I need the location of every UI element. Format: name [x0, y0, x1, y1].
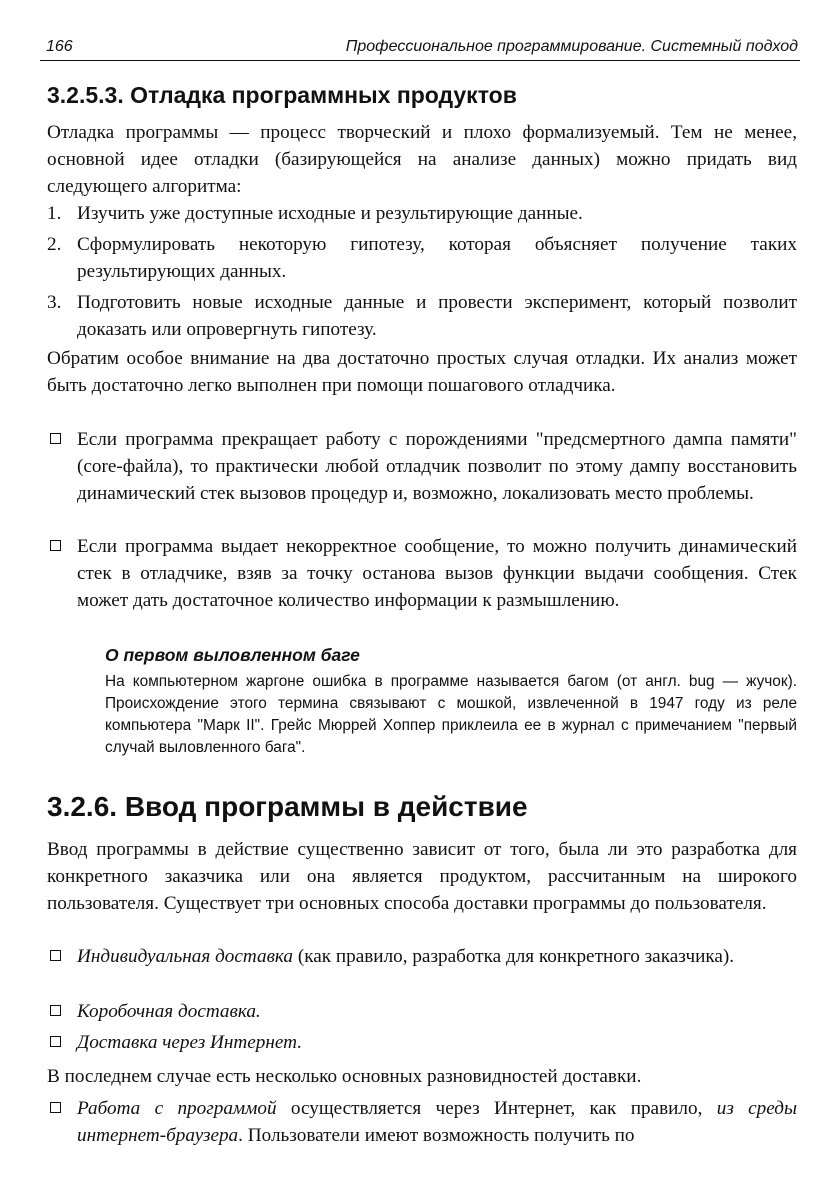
debugging-step-item: [47, 289, 797, 343]
debugging-case-item: [47, 426, 797, 507]
variant-term: Работа с программой: [77, 1098, 277, 1119]
section-heading-deployment: 3.2.6. Ввод программы в действие: [47, 791, 528, 822]
checkbox-bullet-icon: [50, 540, 61, 551]
checkbox-bullet-icon: [50, 1036, 61, 1047]
debugging-step-item: [47, 231, 797, 285]
step-text: Подготовить новые исходные данные и провести эксперимент, который позволит доказать или опровергнуть гипотезу.: [77, 292, 797, 340]
delivery-term: Доставка через Интернет.: [77, 1032, 303, 1053]
delivery-description: (как правило, разработка для конкретного заказчика).: [293, 946, 735, 967]
case-text: Если программа выдает некорректное сообщение, то можно получить динамический стек в отладчике, взяв за точку останова вызов функции выдачи сообщения. Стек может дать достаточное количество информации к размышлению.: [77, 536, 797, 611]
checkbox-bullet-icon: [50, 950, 61, 961]
variant-term: из среды интернет-браузера: [77, 1098, 797, 1146]
case-text: Если программа прекращает работу с порождениями "предсмертного дампа памяти" (core-файла), то практически любой отладчик позволит по этому дампу восстановить динамический стек вызовов процедур и, возможно, локализовать место проблемы.: [77, 429, 797, 504]
variant-text: осуществляется через Интернет, как правило,: [276, 1098, 717, 1119]
delivery-method-item: [47, 998, 797, 1025]
step-number: 3.: [47, 292, 62, 313]
variants-intro: В последнем случае есть несколько основных разновидностей доставки.: [47, 1066, 642, 1087]
debugging-intro-paragraph: Отладка программы — процесс творческий и плохо формализуемый. Тем не менее, основной идее отладки (базирующейся на анализе данных) можно придать вид следующего алгоритма:: [47, 122, 797, 197]
delivery-method-item: [47, 943, 797, 970]
deployment-intro-paragraph: Ввод программы в действие существенно зависит от того, была ли это разработка для конкретного заказчика или она является продуктом, рассчитанным на широкого пользователя. Существует три основных способа доставки программы до пользователя.: [47, 839, 797, 914]
section-heading-debugging: 3.2.5.3. Отладка программных продуктов: [47, 82, 517, 108]
sidebar-title: О первом выловленном баге: [105, 645, 360, 665]
step-number: 1.: [47, 203, 62, 224]
checkbox-bullet-icon: [50, 1102, 61, 1113]
page-number: 166: [46, 38, 73, 55]
running-header: [40, 36, 800, 61]
running-title: Профессиональное программирование. Системный подход: [345, 38, 798, 55]
variant-text: . Пользователи имеют возможность получить по: [238, 1125, 635, 1146]
checkbox-bullet-icon: [50, 433, 61, 444]
step-number: 2.: [47, 234, 62, 255]
delivery-variant-item: [47, 1095, 797, 1149]
sidebar-note: [105, 643, 797, 759]
delivery-term: Коробочная доставка.: [77, 1001, 261, 1022]
checkbox-bullet-icon: [50, 1005, 61, 1016]
step-text: Изучить уже доступные исходные и результирующие данные.: [77, 203, 583, 224]
step-text: Сформулировать некоторую гипотезу, которая объясняет получение таких результирующих данных.: [77, 234, 797, 282]
sidebar-body: На компьютерном жаргоне ошибка в программе называется багом (от англ. bug — жучок). Происхождение этого термина связывают с мошкой, извлеченной в 1947 году из реле компьютера "Марк II". Грейс Мюррей Хоппер приклеила ее в журнал с примечанием "первый случай выловленного бага".: [105, 673, 797, 756]
debugging-case-item: [47, 533, 797, 614]
delivery-method-item: [47, 1029, 797, 1056]
debugging-cases-intro: Обратим особое внимание на два достаточно простых случая отладки. Их анализ может быть достаточно легко выполнен при помощи пошагового отладчика.: [47, 348, 797, 396]
debugging-step-item: [47, 200, 797, 227]
delivery-term: Индивидуальная доставка: [77, 946, 294, 967]
